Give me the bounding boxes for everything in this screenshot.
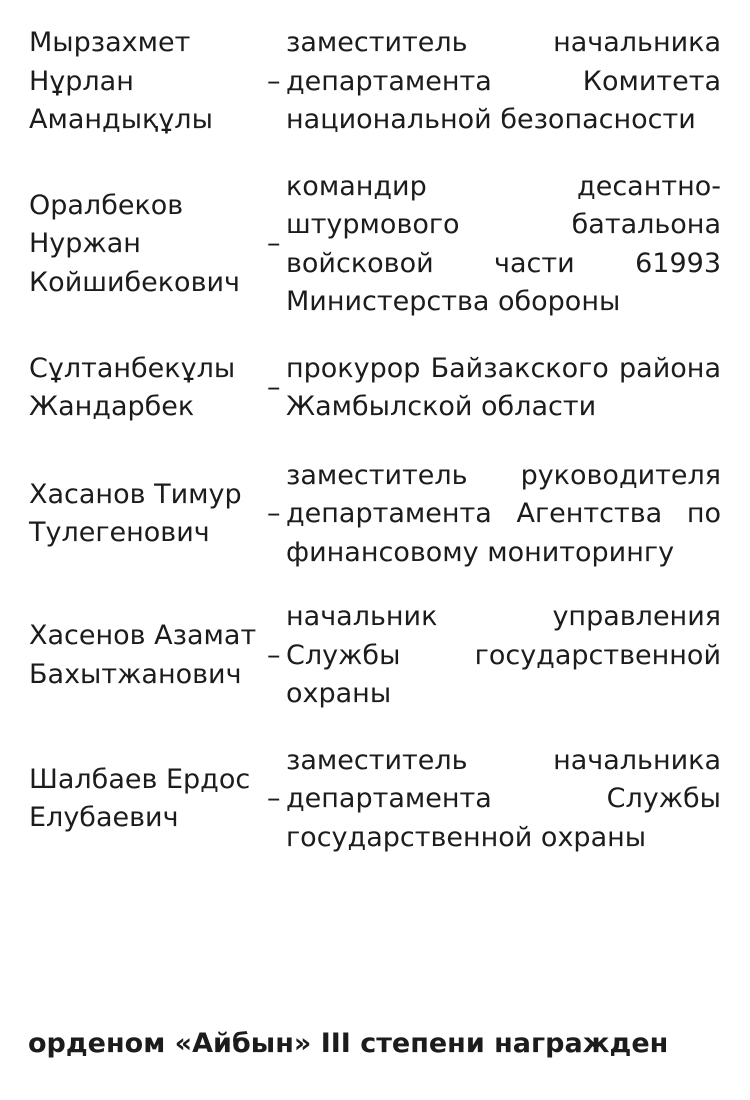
separator-dash: – [267, 228, 281, 260]
separator-dash: – [267, 65, 281, 97]
recipient-position: заместитель руководителя департамента Агентства по финансовому мониторингу [286, 459, 721, 568]
separator-dash: – [267, 371, 281, 403]
award-recipient-list [29, 24, 721, 885]
recipient-position: командир десантно-штурмового батальона войсковой части 61993 Министерства обороны [286, 170, 721, 317]
list-item [29, 742, 721, 858]
list-item [29, 457, 721, 573]
separator-dash: – [267, 639, 281, 671]
separator-dash: – [267, 498, 281, 529]
recipient-name: Мырзахмет Нұрлан Амандықұлы [29, 27, 213, 135]
recipient-name: Оралбеков Нуржан Койшибекович [29, 189, 240, 298]
recipient-position: прокурор Байзакского района Жамбылской области [286, 352, 721, 422]
recipient-position: начальник управления Службы государственной охраны [286, 601, 721, 709]
recipient-name: Сұлтанбекұлы Жандарбек [29, 352, 236, 422]
list-item [29, 24, 721, 140]
recipient-position: заместитель начальника департамента Комитета национальной безопасности [286, 27, 721, 135]
recipient-position: заместитель начальника департамента Службы государственной охраны [286, 744, 721, 853]
separator-dash: – [267, 783, 281, 814]
recipient-name: Шалбаев Ердос Елубаевич [29, 763, 251, 834]
list-item [29, 168, 721, 322]
list-item [29, 598, 721, 714]
list-item [29, 350, 721, 427]
recipient-name: Хасанов Тимур Тулегенович [29, 478, 242, 549]
award-heading: орденом «Айбын» III степени награжден [28, 1028, 669, 1059]
recipient-name: Хасенов Азамат Бахытжанович [29, 620, 257, 690]
